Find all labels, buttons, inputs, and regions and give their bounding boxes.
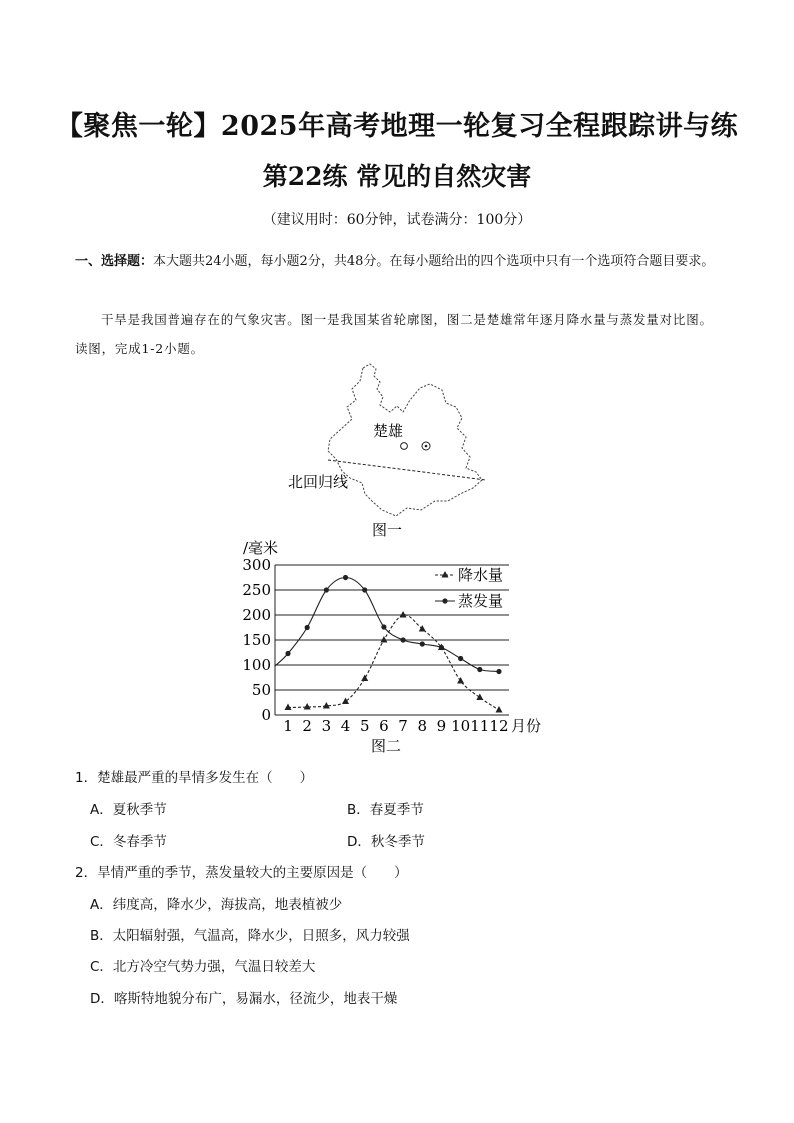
precip-point-10: [457, 677, 464, 684]
x-tick-label-2: 2: [302, 717, 312, 735]
figure-1-caption: 图一: [372, 521, 403, 539]
x-tick-label-8: 8: [417, 717, 428, 735]
question-2-stem: 2．旱情严重的季节，蒸发量较大的主要原因是（ ）: [75, 865, 408, 881]
evap-point-9: [439, 645, 444, 650]
precip-point-5: [361, 675, 368, 682]
precip-point-4: [342, 698, 349, 705]
legend-precip-label: 降水量: [458, 566, 504, 584]
legend-evap-label: 蒸发量: [458, 592, 504, 610]
tropic-label: 北回归线: [288, 473, 349, 491]
question-intro: 干旱是我国普遍存在的气象灾害。图一是我国某省轮廓图，图二是楚雄常年逐月降水量与蒸发量对比图。读图，完成1-2小题。: [75, 312, 713, 356]
chuxiong-location-marker: [401, 443, 408, 450]
y-tick-label-300: 300: [242, 556, 271, 574]
evap-point-8: [420, 641, 425, 646]
evap-point-3: [324, 587, 329, 592]
x-tick-label-6: 6: [379, 717, 389, 735]
province-outline-map: [270, 360, 510, 540]
x-tick-label-11: 11: [470, 717, 490, 735]
y-tick-label-100: 100: [242, 656, 271, 674]
precip-point-7: [400, 611, 407, 618]
question-1-option-d[interactable]: D．秋冬季节: [347, 834, 425, 850]
evap-point-10: [458, 656, 463, 661]
x-tick-label-3: 3: [321, 717, 332, 735]
section-heading: 一、选择题：: [75, 254, 154, 269]
chart-gridlines: [275, 565, 509, 715]
x-axis-label: 月份: [511, 717, 542, 735]
document-title: 【聚焦一轮】2025年高考地理一轮复习全程跟踪讲与练: [55, 111, 739, 142]
evap-point-5: [362, 587, 367, 592]
section-instructions: [75, 246, 725, 277]
y-tick-label-250: 250: [242, 581, 271, 599]
precip-point-12: [495, 706, 502, 713]
evap-point-2: [305, 625, 310, 630]
chart-legend: [435, 566, 503, 610]
y-axis-ticks: [242, 556, 271, 724]
precip-point-8: [419, 625, 426, 632]
city-label-chuxiong: 楚雄: [373, 422, 404, 440]
precip-point-2: [304, 703, 311, 710]
time-and-score-note: （建议用时：60分钟，试卷满分：100分）: [262, 212, 532, 228]
provincial-capital-dot: [425, 445, 428, 448]
question-2-option-c[interactable]: C．北方冷空气势力强，气温日较差大: [90, 959, 316, 975]
figure-2-caption: 图二: [371, 737, 402, 755]
legend-evap-marker: [442, 598, 447, 603]
x-tick-label-4: 4: [340, 717, 351, 735]
precip-point-11: [476, 694, 483, 701]
evap-point-7: [400, 637, 405, 642]
question-1-option-b[interactable]: B．春夏季节: [347, 802, 424, 818]
question-1-stem: 1．楚雄最严重的旱情多发生在（ ）: [75, 770, 314, 786]
section-text: 本大题共24小题，每小题2分，共48分。在每小题给出的四个选项中只有一个选项符合题目要求。: [153, 254, 715, 269]
x-tick-label-7: 7: [398, 717, 408, 735]
question-2-option-d[interactable]: D．喀斯特地貌分布广，易漏水，径流少，地表干燥: [90, 991, 398, 1007]
x-tick-label-12: 12: [489, 717, 509, 735]
evap-point-4: [343, 575, 348, 580]
precip-point-6: [380, 636, 387, 643]
x-tick-label-9: 9: [436, 717, 447, 735]
evap-point-12: [496, 669, 501, 674]
precip-point-1: [285, 704, 292, 711]
lesson-title: 第22练 常见的自然灾害: [262, 162, 532, 191]
evap-point-6: [381, 624, 386, 629]
evap-point-1: [285, 651, 290, 656]
y-tick-label-200: 200: [242, 606, 271, 624]
tropic-of-cancer-line: [328, 460, 486, 480]
y-tick-label-50: 50: [251, 681, 271, 699]
question-1-option-a[interactable]: A．夏秋季节: [90, 802, 167, 818]
province-outline: [328, 364, 482, 516]
evap-point-11: [477, 667, 482, 672]
y-tick-label-150: 150: [242, 631, 271, 649]
x-axis-ticks: [283, 717, 508, 735]
y-axis-label: /毫米: [243, 539, 279, 557]
x-tick-label-10: 10: [451, 717, 471, 735]
question-2-option-a[interactable]: A．纬度高，降水少，海拔高，地表植被少: [90, 897, 343, 913]
y-tick-label-0: 0: [261, 706, 271, 724]
precip-evaporation-chart: [235, 537, 575, 759]
x-tick-label-5: 5: [359, 717, 370, 735]
question-2-option-b[interactable]: B．太阳辐射强，气温高，降水少，日照多，风力较强: [90, 928, 410, 944]
legend-precip-marker: [442, 571, 449, 578]
question-1-option-c[interactable]: C．冬春季节: [90, 834, 167, 850]
x-tick-label-1: 1: [283, 717, 293, 735]
